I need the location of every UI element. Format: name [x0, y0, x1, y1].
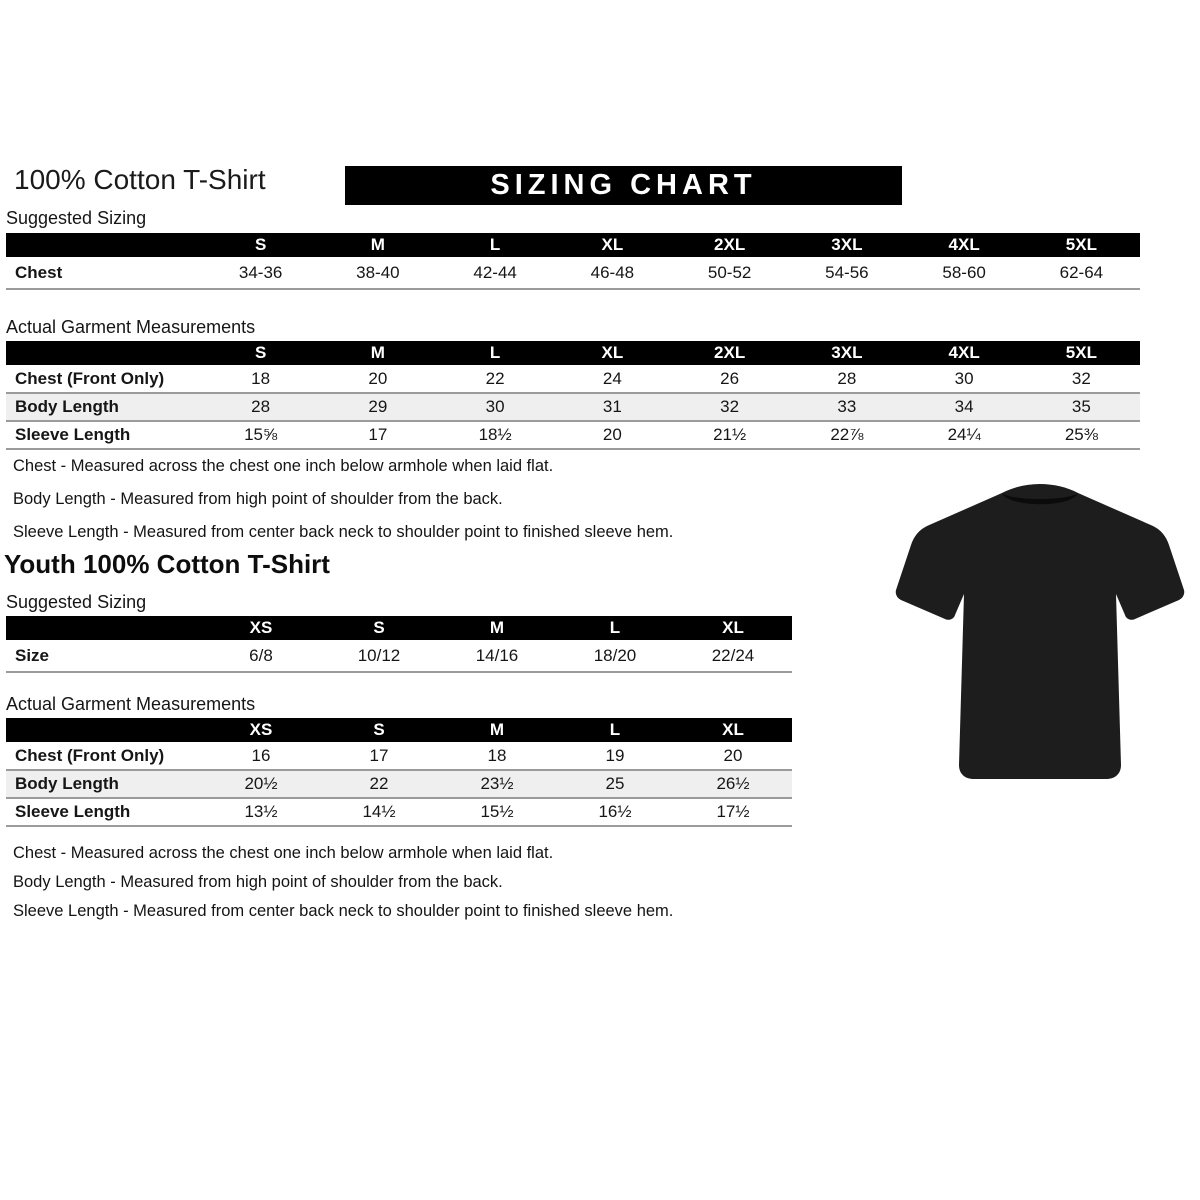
- header-cell-blank: [6, 616, 202, 640]
- cell: 26: [671, 365, 788, 393]
- cell: 18: [202, 365, 319, 393]
- youth-suggested-sizing-table: [6, 616, 792, 673]
- cell: 32: [671, 393, 788, 421]
- header-cell-size: M: [438, 718, 556, 742]
- youth-suggested-sizing-label: Suggested Sizing: [6, 592, 147, 612]
- cell: 20: [319, 365, 436, 393]
- cell: 14/16: [438, 640, 556, 672]
- header-row: [6, 341, 1140, 365]
- cell: 35: [1023, 393, 1140, 421]
- adult-suggested-sizing-table: [6, 233, 1140, 290]
- cell: 29: [319, 393, 436, 421]
- header-cell-blank: [6, 718, 202, 742]
- cell: 16½: [556, 798, 674, 826]
- tshirt-image: [890, 474, 1190, 806]
- header-cell-size: 3XL: [788, 233, 905, 257]
- header-cell-size: L: [556, 616, 674, 640]
- cell: 6/8: [202, 640, 320, 672]
- cell: 21½: [671, 421, 788, 449]
- header-cell-size: XS: [202, 718, 320, 742]
- cell: 26½: [674, 770, 792, 798]
- cell: 10/12: [320, 640, 438, 672]
- table-row-chest-front-only: [6, 365, 1140, 393]
- cell: 34-36: [202, 257, 319, 289]
- note-chest: Chest - Measured across the chest one inch below armhole when laid flat.: [13, 844, 554, 862]
- header-row: [6, 233, 1140, 257]
- header-cell-blank: [6, 233, 202, 257]
- header-cell-size: XL: [674, 718, 792, 742]
- adult-measurement-notes: [13, 456, 673, 555]
- cell: 13½: [202, 798, 320, 826]
- header-cell-size: S: [202, 341, 319, 365]
- header-cell-size: 4XL: [906, 341, 1023, 365]
- cell: 20: [674, 742, 792, 770]
- header-row: [6, 718, 792, 742]
- header-cell-size: M: [319, 233, 436, 257]
- cell: 34: [906, 393, 1023, 421]
- cell: 62-64: [1023, 257, 1140, 289]
- cell: 17: [320, 742, 438, 770]
- header-cell-size: S: [202, 233, 319, 257]
- cell: 17½: [674, 798, 792, 826]
- cell: 30: [437, 393, 554, 421]
- cell: 38-40: [319, 257, 436, 289]
- cell: 23½: [438, 770, 556, 798]
- cell: 14½: [320, 798, 438, 826]
- header-cell-size: L: [556, 718, 674, 742]
- header-cell-size: S: [320, 616, 438, 640]
- header-cell-size: S: [320, 718, 438, 742]
- row-label: Size: [6, 640, 202, 672]
- cell: 18½: [437, 421, 554, 449]
- header-cell-size: 5XL: [1023, 341, 1140, 365]
- note-sleeve-length: Sleeve Length - Measured from center back neck to shoulder point to finished sleeve hem.: [13, 902, 674, 920]
- note-sleeve-length: Sleeve Length - Measured from center back neck to shoulder point to finished sleeve hem.: [13, 523, 674, 541]
- header-cell-size: XL: [554, 233, 671, 257]
- table-row-size: [6, 640, 792, 672]
- header-cell-size: M: [438, 616, 556, 640]
- cell: 32: [1023, 365, 1140, 393]
- cell: 50-52: [671, 257, 788, 289]
- cell: 30: [906, 365, 1023, 393]
- cell: 28: [788, 365, 905, 393]
- page-title: 100% Cotton T-Shirt: [14, 164, 266, 195]
- table-row-body-length: [6, 770, 792, 798]
- header-cell-size: 3XL: [788, 341, 905, 365]
- adult-garment-measurements-table: [6, 341, 1140, 450]
- cell: 33: [788, 393, 905, 421]
- youth-measurement-notes: [13, 843, 673, 930]
- note-chest: Chest - Measured across the chest one inch below armhole when laid flat.: [13, 457, 554, 475]
- cell: 24: [554, 365, 671, 393]
- header-cell-size: L: [437, 341, 554, 365]
- header-cell-size: XS: [202, 616, 320, 640]
- cell: 25: [556, 770, 674, 798]
- cell: 19: [556, 742, 674, 770]
- table-row-chest: [6, 257, 1140, 289]
- note-body-length: Body Length - Measured from high point of shoulder from the back.: [13, 873, 503, 891]
- cell: 54-56: [788, 257, 905, 289]
- cell: 15½: [438, 798, 556, 826]
- row-label: Chest (Front Only): [6, 742, 202, 770]
- cell: 25⅜: [1023, 421, 1140, 449]
- cell: 58-60: [906, 257, 1023, 289]
- header-cell-size: XL: [674, 616, 792, 640]
- table-row-sleeve-length: [6, 421, 1140, 449]
- cell: 22: [437, 365, 554, 393]
- youth-garment-measurements-label: Actual Garment Measurements: [6, 694, 256, 714]
- header-cell-size: 4XL: [906, 233, 1023, 257]
- row-label: Chest (Front Only): [6, 365, 202, 393]
- cell: 28: [202, 393, 319, 421]
- cell: 46-48: [554, 257, 671, 289]
- header-cell-size: 2XL: [671, 233, 788, 257]
- cell: 22⅞: [788, 421, 905, 449]
- youth-title: Youth 100% Cotton T-Shirt: [4, 549, 330, 579]
- cell: 24¼: [906, 421, 1023, 449]
- table-row-body-length: [6, 393, 1140, 421]
- cell: 18: [438, 742, 556, 770]
- cell: 42-44: [437, 257, 554, 289]
- adult-garment-measurements-label: Actual Garment Measurements: [6, 317, 256, 337]
- header-cell-size: 5XL: [1023, 233, 1140, 257]
- cell: 18/20: [556, 640, 674, 672]
- youth-garment-measurements-table: [6, 718, 792, 827]
- cell: 20: [554, 421, 671, 449]
- cell: 22: [320, 770, 438, 798]
- row-label: Sleeve Length: [6, 421, 202, 449]
- tshirt-body: [896, 484, 1185, 779]
- table-row-sleeve-length: [6, 798, 792, 826]
- header-cell-size: XL: [554, 341, 671, 365]
- note-body-length: Body Length - Measured from high point of shoulder from the back.: [13, 490, 503, 508]
- row-label: Body Length: [6, 770, 202, 798]
- cell: 20½: [202, 770, 320, 798]
- table-row-chest-front-only: [6, 742, 792, 770]
- row-label: Body Length: [6, 393, 202, 421]
- cell: 22/24: [674, 640, 792, 672]
- adult-suggested-sizing-label: Suggested Sizing: [6, 208, 147, 228]
- cell: 17: [319, 421, 436, 449]
- row-label: Chest: [6, 257, 202, 289]
- header-cell-size: 2XL: [671, 341, 788, 365]
- cell: 31: [554, 393, 671, 421]
- header-cell-blank: [6, 341, 202, 365]
- header-cell-size: L: [437, 233, 554, 257]
- sizing-chart-banner: SIZING CHART: [345, 166, 902, 205]
- header-row: [6, 616, 792, 640]
- cell: 16: [202, 742, 320, 770]
- row-label: Sleeve Length: [6, 798, 202, 826]
- header-cell-size: M: [319, 341, 436, 365]
- cell: 15⅝: [202, 421, 319, 449]
